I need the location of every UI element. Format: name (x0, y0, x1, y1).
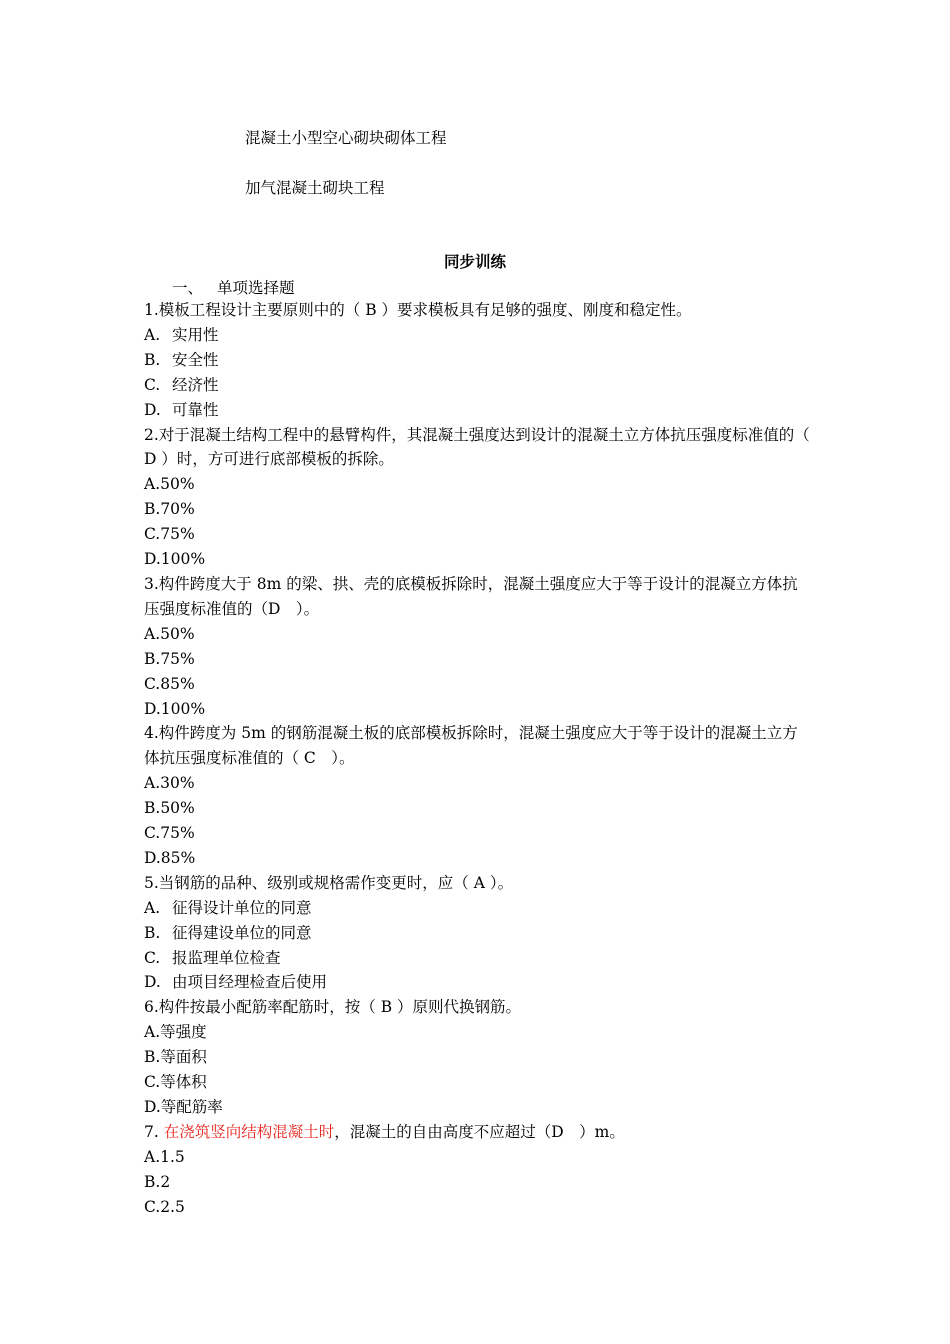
option-item: D.等配筋率 (144, 1098, 223, 1116)
option-item: C.等体积 (144, 1073, 207, 1092)
option-item: A.1.5 (144, 1147, 185, 1166)
option-item (144, 896, 812, 921)
question-stem (144, 1120, 812, 1145)
option-text: 征得设计单位的同意 (172, 898, 312, 917)
option-letter: C. (144, 948, 161, 967)
option-text: 报监理单位检查 (172, 948, 281, 967)
option-item: A.30% (144, 774, 195, 793)
question-stem-suffix: ，混凝土的自由高度不应超过（D ）m。 (334, 1122, 625, 1141)
option-item (144, 946, 812, 971)
option-letter: B. (144, 923, 161, 942)
option-item (144, 921, 812, 946)
option-letter: B. (144, 350, 161, 369)
option-letter: A. (144, 898, 161, 917)
option-text: 实用性 (172, 325, 219, 344)
option-item (144, 970, 812, 995)
question-stem: 5.当钢筋的品种、级别或规格需作变更时，应（ A ）。 (144, 873, 514, 892)
option-item: D.85% (144, 848, 196, 867)
question-stem: 3.构件跨度大于 8m 的梁、拱、壳的底模板拆除时，混凝土强度应大于等于设计的混凝立方体抗压强度标准值的（D ）。 (144, 574, 798, 618)
question-stem: 6.构件按最小配筋率配筋时，按（ B ）原则代换钢筋。 (144, 998, 522, 1017)
option-item: B.50% (144, 799, 195, 818)
option-text: 征得建设单位的同意 (172, 923, 312, 942)
option-text: 安全性 (172, 350, 219, 369)
option-item: A.50% (144, 624, 195, 643)
highlighted-phrase: 在浇筑竖向结构混凝土时 (163, 1122, 335, 1141)
option-item: B.等面积 (144, 1048, 207, 1067)
question-list (144, 298, 826, 1220)
option-item: C.75% (144, 824, 195, 843)
option-item (144, 373, 812, 398)
option-text: 可靠性 (172, 400, 219, 419)
section-title: 同步训练 (443, 252, 506, 271)
section-subtitle (172, 276, 295, 298)
option-item: C.2.5 (144, 1197, 185, 1216)
option-item: A.等强度 (144, 1023, 207, 1042)
option-letter: A. (144, 325, 161, 344)
option-item (144, 323, 812, 348)
question-stem-prefix: 7. (144, 1122, 164, 1141)
question-stem: 2.对于混凝土结构工程中的悬臂构件，其混凝土强度达到设计的混凝土立方体抗压强度标准值的（ D ）时，方可进行底部模板的拆除。 (144, 425, 826, 469)
option-item: C.75% (144, 525, 195, 544)
option-item: B.2 (144, 1172, 171, 1191)
option-text: 由项目经理检查后使用 (172, 973, 328, 992)
option-item: A.50% (144, 475, 195, 494)
option-text: 经济性 (172, 375, 219, 394)
heading-aerated-concrete-block: 加气混凝土砌块工程 (245, 179, 385, 197)
option-letter: C. (144, 375, 161, 394)
option-item (144, 348, 812, 373)
option-item: B.70% (144, 500, 195, 519)
question-stem: 1.模板工程设计主要原则中的（ B ）要求模板具有足够的强度、刚度和稳定性。 (144, 301, 692, 319)
option-letter: D. (144, 400, 161, 419)
option-item: C.85% (144, 674, 195, 693)
option-item: D.100% (144, 550, 206, 569)
section-subtitle-number: 一、 (172, 279, 204, 297)
option-item: B.75% (144, 649, 195, 668)
option-letter: D. (144, 973, 161, 992)
question-stem: 4.构件跨度为 5m 的钢筋混凝土板的底部模板拆除时，混凝土强度应大于等于设计的混凝土立方体抗压强度标准值的（ C ）。 (144, 724, 798, 768)
heading-concrete-hollow-block: 混凝土小型空心砌块砌体工程 (245, 129, 447, 147)
option-item (144, 398, 812, 423)
section-subtitle-text: 单项选择题 (217, 279, 295, 297)
option-item: D.100% (144, 699, 206, 718)
